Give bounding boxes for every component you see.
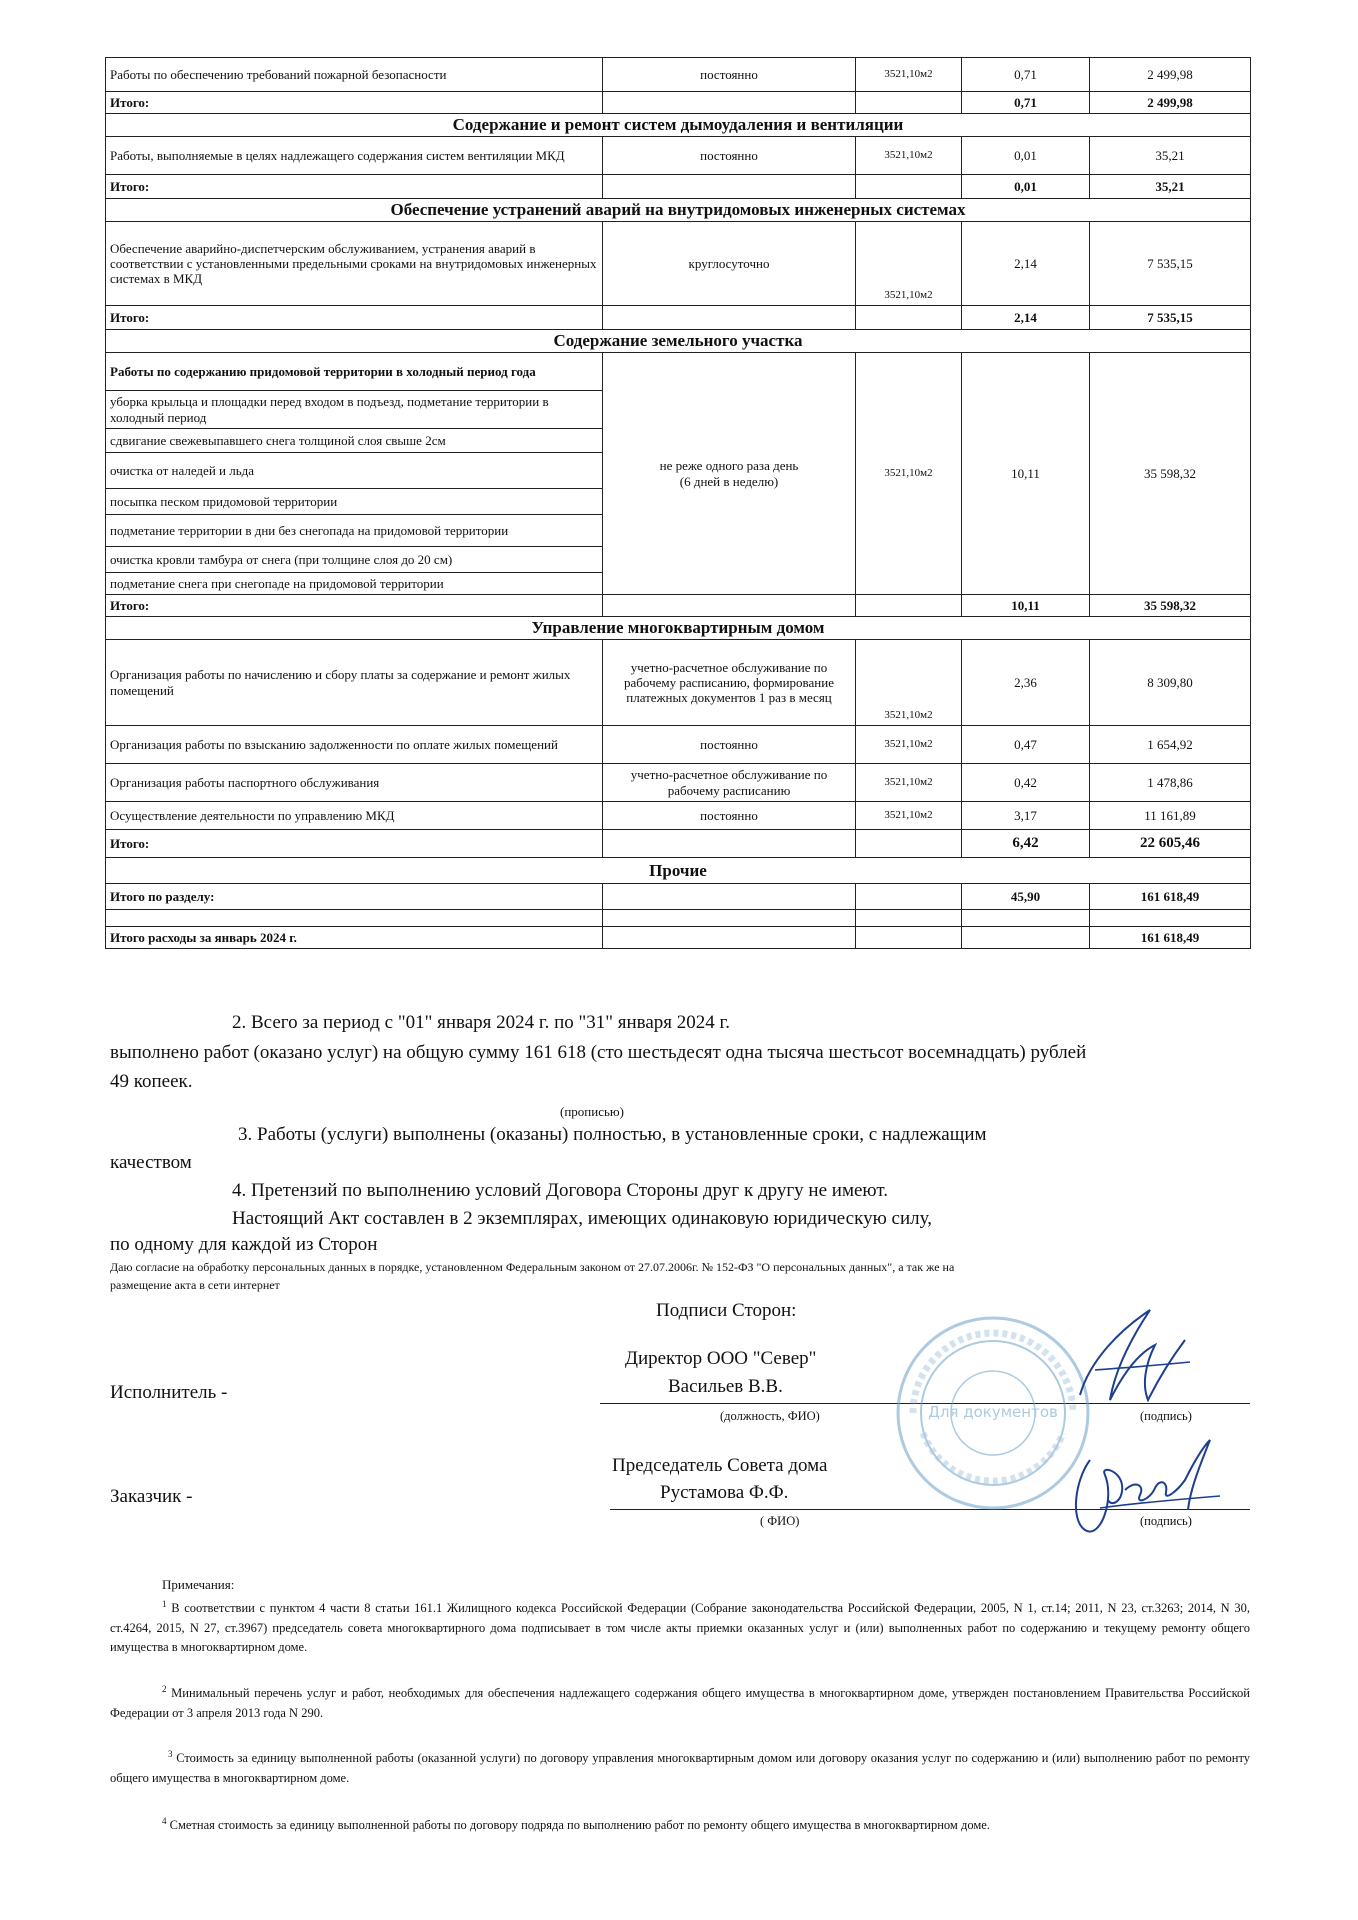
service-area: 3521,10м2	[856, 137, 962, 175]
customer-signature-caption: (подпись)	[1140, 1514, 1192, 1528]
consent-line1: Даю согласие на обработку персональных данных в порядке, установленном Федеральным законом от 27.07.2006г. № 152-ФЗ "О персональных данных", а так же на	[110, 1260, 955, 1274]
paragraph-2-line1: 2. Всего за период с "01" января 2024 г. по "31" января 2024 г.	[232, 1012, 730, 1033]
note-3	[110, 1748, 1250, 1788]
service-period: учетно-расчетное обслуживание по рабочему расписанию, формирование платежных документов 1 раз в месяц	[603, 640, 856, 726]
total-cost: 2 499,98	[1090, 92, 1251, 114]
section-title: Обеспечение устранений аварий на внутридомовых инженерных системах	[106, 199, 1251, 222]
stamp-text: Для документов	[928, 1403, 1058, 1421]
note-1	[110, 1598, 1250, 1657]
total-label: Итого:	[106, 92, 603, 114]
section-total-label: Итого по разделу:	[106, 884, 603, 910]
service-period: постоянно	[603, 726, 856, 764]
service-area: 3521,10м2	[856, 640, 962, 726]
grand-total-row	[106, 927, 1251, 949]
service-rate: 0,01	[962, 137, 1090, 175]
paragraph-5-line1: Настоящий Акт составлен в 2 экземплярах, имеющих одинаковую юридическую силу,	[232, 1208, 932, 1229]
land-period-line2: (6 дней в неделю)	[679, 473, 779, 489]
service-cost: 11 161,89	[1090, 802, 1251, 830]
total-row	[106, 92, 1251, 114]
paragraph-3-line1: 3. Работы (услуги) выполнены (оказаны) полностью, в установленные сроки, с надлежащим	[238, 1124, 987, 1145]
section-title: Содержание земельного участка	[106, 330, 1251, 353]
section-total-cost: 161 618,49	[1090, 884, 1251, 910]
service-cost: 1 654,92	[1090, 726, 1251, 764]
service-period: круглосуточно	[603, 222, 856, 306]
note-number: 1	[162, 1599, 167, 1609]
service-rate: 2,14	[962, 222, 1090, 306]
service-area: 3521,10м2	[856, 802, 962, 830]
executor-label: Исполнитель -	[110, 1382, 228, 1403]
service-name: Работы по обеспечению требований пожарной безопасности	[106, 58, 603, 92]
table-row	[106, 137, 1251, 175]
service-period: постоянно	[603, 137, 856, 175]
service-rate: 0,47	[962, 726, 1090, 764]
service-period: учетно-расчетное обслуживание по рабочему расписанию	[603, 764, 856, 802]
note-text: Стоимость за единицу выполненной работы (оказанной услуги) по договору управления многоквартирным домом или договору оказания услуг по содержанию и (или) выполнению работ по ремонту общего имущества в многоквартирном доме.	[110, 1751, 1250, 1785]
total-label: Итого:	[106, 306, 603, 330]
customer-signature-icon	[1060, 1430, 1230, 1550]
total-cost: 7 535,15	[1090, 306, 1251, 330]
service-area: 3521,10м2	[856, 58, 962, 92]
service-cost: 1 478,86	[1090, 764, 1251, 802]
executor-caption: (должность, ФИО)	[720, 1409, 820, 1423]
service-name: Осуществление деятельности по управлению МКД	[106, 802, 603, 830]
service-rate: 2,36	[962, 640, 1090, 726]
executor-name: Васильев В.В.	[668, 1376, 783, 1397]
service-name: Организация работы по взысканию задолженности по оплате жилых помещений	[106, 726, 603, 764]
land-subitem: уборка крыльца и площадки перед входом в подъезд, подметание территории в холодный период	[106, 391, 603, 429]
note-number: 4	[162, 1816, 167, 1826]
land-subitem: посыпка песком придомовой территории	[106, 489, 603, 515]
paragraph-4: 4. Претензий по выполнению условий Договора Стороны друг к другу не имеют.	[232, 1180, 888, 1201]
land-cost: 35 598,32	[1090, 353, 1251, 595]
table-row	[106, 802, 1251, 830]
service-cost: 8 309,80	[1090, 640, 1251, 726]
paragraph-2-line2: выполнено работ (оказано услуг) на общую сумму 161 618 (сто шестьдесят одна тысяча шестьсот восемнадцать) рублей	[110, 1042, 1087, 1063]
customer-caption: ( ФИО)	[760, 1514, 800, 1528]
customer-name: Рустамова Ф.Ф.	[660, 1482, 789, 1503]
total-cost: 22 605,46	[1090, 830, 1251, 858]
total-label: Итого:	[106, 830, 603, 858]
section-total-row	[106, 884, 1251, 910]
paragraph-2-line3: 49 копеек.	[110, 1071, 193, 1092]
note-text: Сметная стоимость за единицу выполненной работы по договору подряда по выполнению работ по ремонту общего имущества в многоквартирном доме.	[169, 1818, 990, 1833]
spacer-row	[106, 910, 1251, 927]
land-subitem: очистка кровли тамбура от снега (при толщине слоя до 20 см)	[106, 547, 603, 573]
service-period: постоянно	[603, 58, 856, 92]
paragraph-3-line2: качеством	[110, 1152, 192, 1173]
section-header	[106, 858, 1251, 884]
service-cost: 7 535,15	[1090, 222, 1251, 306]
service-area: 3521,10м2	[856, 222, 962, 306]
service-name: Обеспечение аварийно-диспетчерским обслуживанием, устранения аварий в соответствии с установленными предельными сроками на внутридомовых инженерных системах в МКД	[106, 222, 603, 306]
note-number: 3	[168, 1749, 173, 1759]
table-row	[106, 640, 1251, 726]
signatures-heading: Подписи Сторон:	[656, 1300, 797, 1321]
consent-line2: размещение акта в сети интернет	[110, 1278, 280, 1292]
section-title: Управление многоквартирным домом	[106, 617, 1251, 640]
executor-signature-caption: (подпись)	[1140, 1409, 1192, 1423]
total-label: Итого:	[106, 595, 603, 617]
total-rate: 2,14	[962, 306, 1090, 330]
land-subitem: очистка от наледей и льда	[106, 453, 603, 489]
customer-label: Заказчик -	[110, 1486, 193, 1507]
service-area: 3521,10м2	[856, 764, 962, 802]
service-cost: 2 499,98	[1090, 58, 1251, 92]
section-title: Прочие	[106, 858, 1251, 884]
total-label: Итого:	[106, 175, 603, 199]
note-text: В соответствии с пунктом 4 части 8 статьи 161.1 Жилищного кодекса Российской Федерации (Собрание законодательства Российской Федерации, 2005, N 1, ст.14; 2011, N 23, ст.3263; 2014, N 30, ст.4264, 2015, N 27, ст.3967) председатель совета многоквартирного дома подписывает в том числе акты приемки оказанных услуг и (или) выполненных работ по содержанию и текущему ремонту общего имущества в многоквартирном доме.	[110, 1601, 1251, 1654]
total-cost: 35 598,32	[1090, 595, 1251, 617]
note-number: 2	[162, 1684, 167, 1694]
total-row	[106, 175, 1251, 199]
table-row	[106, 353, 1251, 391]
total-row	[106, 595, 1251, 617]
land-subitem: подметание снега при снегопаде на придомовой территории	[106, 573, 603, 595]
table-row	[106, 58, 1251, 92]
grand-total-label: Итого расходы за январь 2024 г.	[106, 927, 603, 949]
section-title: Содержание и ремонт систем дымоудаления и вентиляции	[106, 114, 1251, 137]
total-cost: 35,21	[1090, 175, 1251, 199]
service-rate: 0,71	[962, 58, 1090, 92]
land-subitem: подметание территории в дни без снегопада на придомовой территории	[106, 515, 603, 547]
service-rate: 3,17	[962, 802, 1090, 830]
land-rate: 10,11	[962, 353, 1090, 595]
section-header	[106, 114, 1251, 137]
customer-position: Председатель Совета дома	[612, 1455, 828, 1476]
executor-position: Директор ООО "Север"	[625, 1348, 817, 1369]
total-rate: 6,42	[962, 830, 1090, 858]
service-rate: 0,42	[962, 764, 1090, 802]
service-area: 3521,10м2	[856, 726, 962, 764]
section-header	[106, 617, 1251, 640]
total-row	[106, 830, 1251, 858]
land-heading: Работы по содержанию придомовой территории в холодный период года	[106, 353, 603, 391]
service-name: Организация работы паспортного обслуживания	[106, 764, 603, 802]
service-period: постоянно	[603, 802, 856, 830]
total-row	[106, 306, 1251, 330]
table-row	[106, 726, 1251, 764]
total-rate: 0,71	[962, 92, 1090, 114]
land-period-line1: не реже одного раза день	[659, 458, 799, 474]
note-text: Минимальный перечень услуг и работ, необходимых для обеспечения надлежащего содержания общего имущества в многоквартирном доме, утвержден постановлением Правительства Российской Федерации от 3 апреля 2013 года N 290.	[110, 1686, 1251, 1720]
section-total-rate: 45,90	[962, 884, 1090, 910]
service-name: Организация работы по начислению и сбору платы за содержание и ремонт жилых помещений	[106, 640, 603, 726]
paragraph-5-line2: по одному для каждой из Сторон	[110, 1234, 378, 1255]
notes-heading: Примечания:	[162, 1577, 235, 1592]
note-4	[110, 1815, 1250, 1836]
propisyu-caption: (прописью)	[560, 1104, 624, 1119]
section-header	[106, 330, 1251, 353]
land-period	[603, 353, 856, 595]
total-rate: 0,01	[962, 175, 1090, 199]
table-row	[106, 222, 1251, 306]
total-rate: 10,11	[962, 595, 1090, 617]
land-area: 3521,10м2	[856, 353, 962, 595]
service-cost: 35,21	[1090, 137, 1251, 175]
table-row	[106, 764, 1251, 802]
section-header	[106, 199, 1251, 222]
grand-total-cost: 161 618,49	[1090, 927, 1251, 949]
services-table	[105, 57, 1251, 949]
service-name: Работы, выполняемые в целях надлежащего содержания систем вентиляции МКД	[106, 137, 603, 175]
executor-signature-icon	[1060, 1300, 1200, 1420]
land-subitem: сдвигание свежевыпавшего снега толщиной слоя свыше 2см	[106, 429, 603, 453]
note-2	[110, 1683, 1250, 1723]
